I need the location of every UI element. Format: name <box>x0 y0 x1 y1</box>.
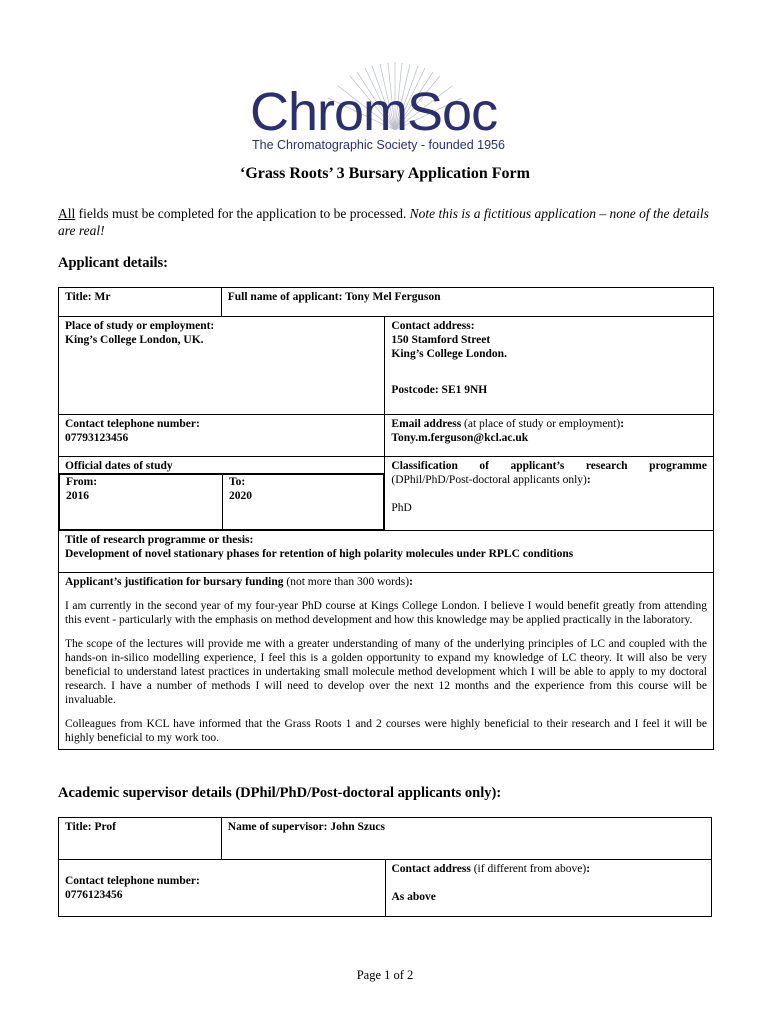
supervisor-contact-label: Contact address <box>391 863 471 875</box>
contact-address-cell[interactable] <box>385 317 714 415</box>
contact-address-line1: 150 Stamford Street <box>391 334 491 346</box>
justification-cell[interactable] <box>59 573 714 750</box>
form-title: ‘Grass Roots’ 3 Bursary Application Form <box>240 165 530 182</box>
phone-value: 07793123456 <box>65 432 129 444</box>
intro-note: Note this is a fictitious application – none of the details are real! <box>58 206 709 238</box>
supervisor-name-label: Name of supervisor: <box>227 821 328 833</box>
place-cell[interactable] <box>59 317 385 415</box>
classification-label: Classification of applicant’s research programme <box>391 460 707 472</box>
page-footer: Page 1 of 2 <box>356 968 414 982</box>
intro-rest: fields must be completed for the application to be processed. <box>75 206 410 221</box>
classification-value: PhD <box>391 502 412 514</box>
place-label: Place of study or employment: <box>65 320 215 332</box>
supervisor-phone-label: Contact telephone number: <box>65 875 200 887</box>
justification-paragraph-1: I am currently in the second year of my four-year PhD course at Kings College London. I believe I would benefit greatly from attending this event - particularly with the emphasis on method development and how this knowledge may be applied practically in the laboratory. <box>65 600 707 626</box>
supervisor-table <box>58 817 712 917</box>
logo-wordmark: ChromSoc <box>250 82 498 142</box>
to-label: To: <box>229 476 246 488</box>
classification-note: (DPhil/PhD/Post-doctoral applicants only) <box>391 474 587 486</box>
justification-colon: : <box>409 576 413 588</box>
supervisor-contact-note: (if different from above) <box>470 863 587 875</box>
title-cell[interactable] <box>59 288 222 317</box>
applicant-table <box>58 287 714 750</box>
dates-cell <box>59 457 385 531</box>
classification-cell[interactable] <box>385 457 714 531</box>
title-value: Mr <box>94 291 111 303</box>
postcode: Postcode: SE1 9NH <box>391 384 488 396</box>
from-cell[interactable] <box>60 475 223 530</box>
from-value: 2016 <box>66 490 89 502</box>
supervisor-contact-cell[interactable] <box>385 860 712 917</box>
supervisor-contact-value: As above <box>391 891 436 903</box>
fullname-cell[interactable] <box>221 288 713 317</box>
to-value: 2020 <box>229 490 252 502</box>
to-cell[interactable] <box>223 475 384 530</box>
supervisor-phone-value: 0776123456 <box>65 889 123 901</box>
email-colon: : <box>620 418 625 430</box>
supervisor-name-cell[interactable] <box>221 818 711 860</box>
place-value: King’s College London, UK. <box>65 334 204 346</box>
contact-address-line2: King’s College London. <box>391 348 507 360</box>
dates-label: Official dates of study <box>59 457 384 474</box>
justification-label: Applicant’s justification for bursary funding <box>65 576 284 588</box>
phone-cell[interactable] <box>59 415 385 457</box>
research-title-label: Title of research programme or thesis: <box>65 534 254 546</box>
intro-all: All <box>58 206 76 221</box>
email-cell[interactable] <box>385 415 714 457</box>
email-note: (at place of study or employment) <box>461 418 621 430</box>
research-title-cell[interactable] <box>59 531 714 573</box>
supervisor-title-value: Prof <box>94 821 117 833</box>
supervisor-contact-colon: : <box>586 863 591 875</box>
email-value: Tony.m.ferguson@kcl.ac.uk <box>391 432 529 444</box>
classification-colon: : <box>586 474 591 486</box>
research-title-value: Development of novel stationary phases for retention of high polarity molecules under RPLC conditions <box>65 548 574 560</box>
title-label: Title: <box>65 291 92 303</box>
supervisor-heading: Academic supervisor details (DPhil/PhD/Post-doctoral applicants only): <box>58 785 502 801</box>
contact-address-label: Contact address: <box>391 320 475 332</box>
supervisor-title-cell[interactable] <box>59 818 222 860</box>
supervisor-name-value: John Szucs <box>330 821 385 833</box>
fullname-value: Tony Mel Ferguson <box>345 291 441 303</box>
applicant-heading: Applicant details: <box>58 255 168 271</box>
logo-tagline: The Chromatographic Society - founded 1956 <box>252 138 505 152</box>
intro-text <box>58 205 718 239</box>
justification-paragraph-2: The scope of the lectures will provide me with a greater understanding of many of the underlying principles of LC and coupled with the hands-on in-silico modelling experience, I feel this is a golden opportunity to expand my knowledge of LC theory. It will also be very beneficial to understand latest practices in undertaking small molecule method development which I will be able to apply to my doctoral research. I have a number of methods I will need to develop over the next 12 months and the experience from this course will be invaluable. <box>65 638 707 706</box>
phone-label: Contact telephone number: <box>65 418 200 430</box>
justification-note: (not more than 300 words) <box>283 576 410 588</box>
supervisor-phone-cell[interactable] <box>59 860 386 917</box>
fullname-label: Full name of applicant: <box>227 291 343 303</box>
chromsoc-logo <box>250 60 530 160</box>
supervisor-title-label: Title: <box>65 821 92 833</box>
email-label: Email address <box>391 418 462 430</box>
justification-paragraph-3: Colleagues from KCL have informed that the Grass Roots 1 and 2 courses were highly beneficial to their research and I feel it will be highly beneficial to my work too. <box>65 718 707 744</box>
from-label: From: <box>66 476 98 488</box>
